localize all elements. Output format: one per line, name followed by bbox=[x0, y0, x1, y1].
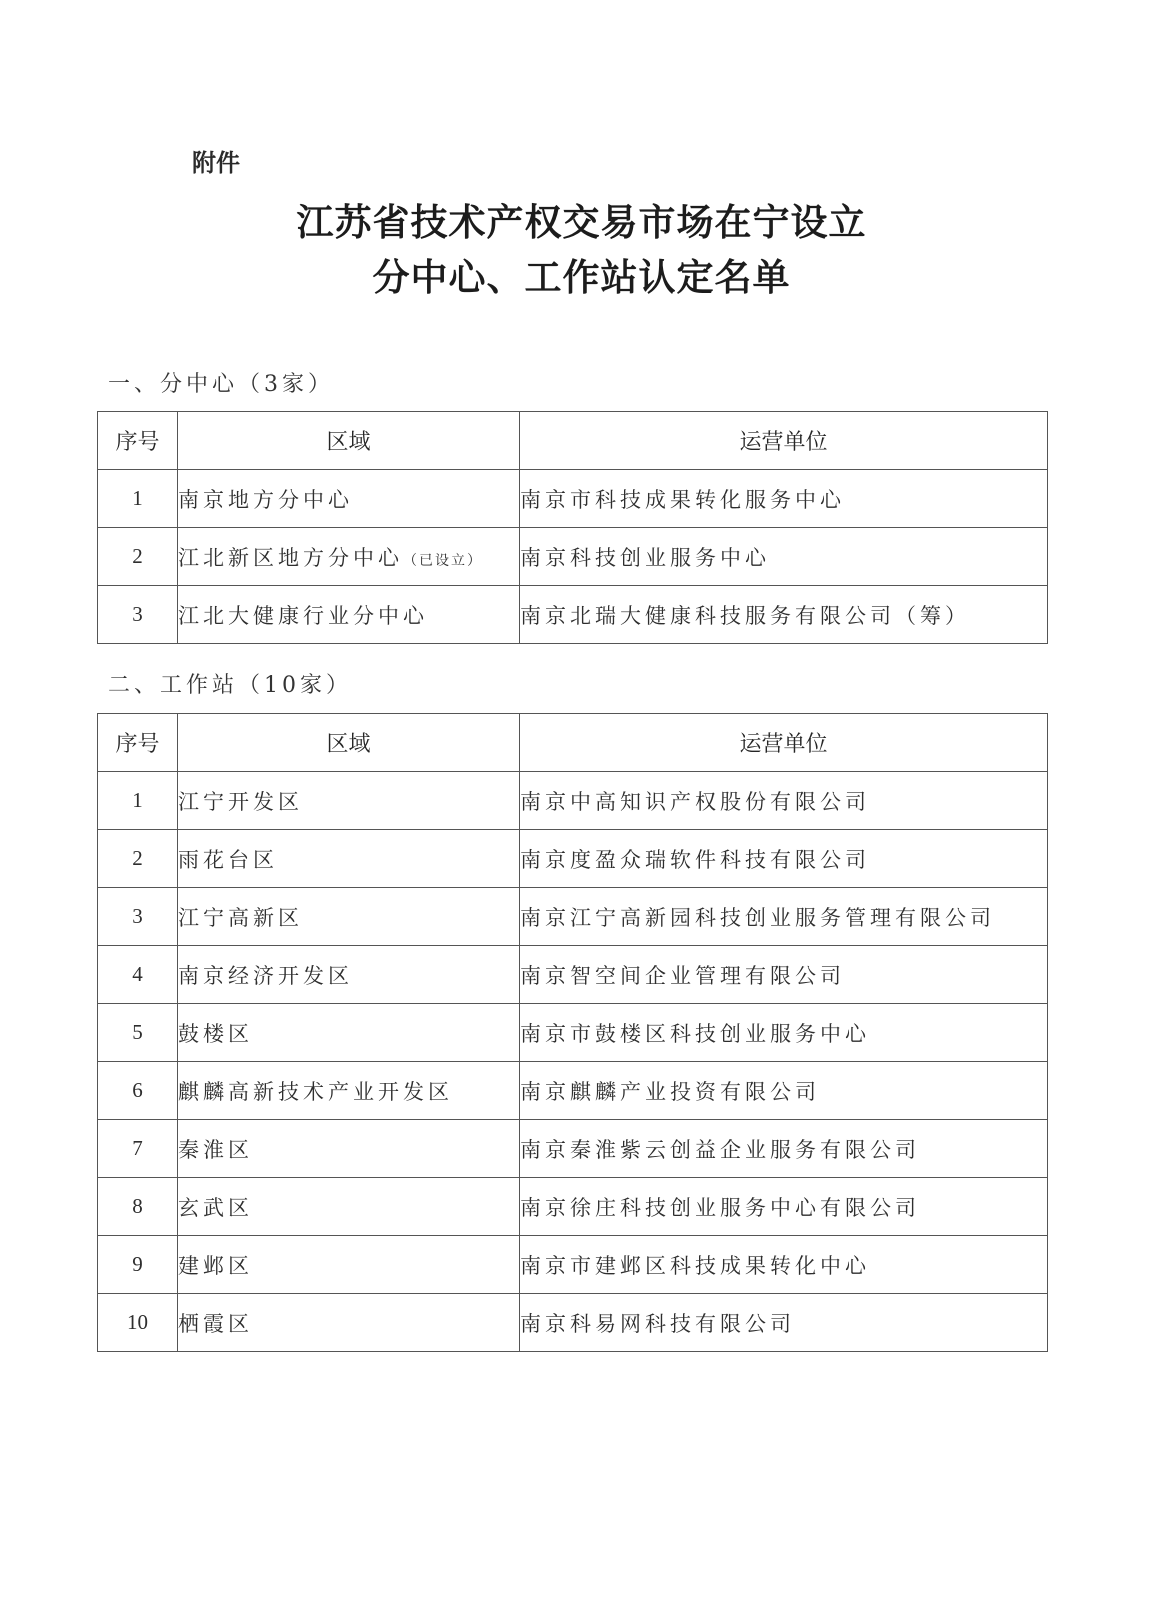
row-area: 秦淮区 bbox=[178, 1120, 520, 1178]
workstations-table bbox=[97, 713, 1048, 1352]
table-row bbox=[98, 528, 1048, 586]
table-row bbox=[98, 1062, 1048, 1120]
row-number: 2 bbox=[98, 528, 178, 586]
row-number: 3 bbox=[98, 888, 178, 946]
section-heading-sub-centers: 一、分中心（3家） bbox=[108, 372, 334, 397]
table-row bbox=[98, 946, 1048, 1004]
row-organization: 南京徐庄科技创业服务中心有限公司 bbox=[520, 1178, 1048, 1236]
row-organization: 南京秦淮紫云创益企业服务有限公司 bbox=[520, 1120, 1048, 1178]
row-area: 麒麟高新技术产业开发区 bbox=[178, 1062, 520, 1120]
row-area: 江宁开发区 bbox=[178, 772, 520, 830]
row-area-note: （已设立） bbox=[403, 552, 483, 569]
row-number: 1 bbox=[98, 470, 178, 528]
header-area: 区域 bbox=[178, 412, 520, 470]
row-organization: 南京科易网科技有限公司 bbox=[520, 1294, 1048, 1352]
table-row bbox=[98, 1294, 1048, 1352]
row-area: 玄武区 bbox=[178, 1178, 520, 1236]
row-number: 3 bbox=[98, 586, 178, 644]
row-area: 江宁高新区 bbox=[178, 888, 520, 946]
table-row bbox=[98, 470, 1048, 528]
header-area: 区域 bbox=[178, 714, 520, 772]
row-area: 江北新区地方分中心 bbox=[178, 545, 403, 570]
row-organization: 南京市鼓楼区科技创业服务中心 bbox=[520, 1004, 1048, 1062]
sub-centers-table bbox=[97, 411, 1048, 644]
header-number: 序号 bbox=[98, 714, 178, 772]
row-number: 6 bbox=[98, 1062, 178, 1120]
table-header-row bbox=[98, 412, 1048, 470]
document-title-line-2: 分中心、工作站认定名单 bbox=[372, 255, 791, 299]
table-row bbox=[98, 1178, 1048, 1236]
row-number: 1 bbox=[98, 772, 178, 830]
row-area: 栖霞区 bbox=[178, 1294, 520, 1352]
row-number: 9 bbox=[98, 1236, 178, 1294]
row-number: 5 bbox=[98, 1004, 178, 1062]
table-row bbox=[98, 1120, 1048, 1178]
row-number: 8 bbox=[98, 1178, 178, 1236]
row-area: 鼓楼区 bbox=[178, 1004, 520, 1062]
row-area: 江北大健康行业分中心 bbox=[178, 586, 520, 644]
row-organization: 南京市建邺区科技成果转化中心 bbox=[520, 1236, 1048, 1294]
row-organization: 南京智空间企业管理有限公司 bbox=[520, 946, 1048, 1004]
row-organization: 南京中高知识产权股份有限公司 bbox=[520, 772, 1048, 830]
row-number: 7 bbox=[98, 1120, 178, 1178]
row-organization: 南京度盈众瑞软件科技有限公司 bbox=[520, 830, 1048, 888]
table-header-row bbox=[98, 714, 1048, 772]
table-row bbox=[98, 830, 1048, 888]
row-organization: 南京北瑞大健康科技服务有限公司（筹） bbox=[520, 586, 1048, 644]
row-area: 南京地方分中心 bbox=[178, 470, 520, 528]
row-organization: 南京科技创业服务中心 bbox=[520, 528, 1048, 586]
section-heading-workstations: 二、工作站（10家） bbox=[108, 673, 352, 698]
row-organization: 南京麒麟产业投资有限公司 bbox=[520, 1062, 1048, 1120]
table-row bbox=[98, 586, 1048, 644]
row-number: 2 bbox=[98, 830, 178, 888]
table-row bbox=[98, 888, 1048, 946]
attachment-label: 附件 bbox=[192, 149, 240, 177]
table-row bbox=[98, 1236, 1048, 1294]
row-area: 南京经济开发区 bbox=[178, 946, 520, 1004]
header-organization: 运营单位 bbox=[520, 714, 1048, 772]
row-organization: 南京市科技成果转化服务中心 bbox=[520, 470, 1048, 528]
header-organization: 运营单位 bbox=[520, 412, 1048, 470]
row-organization: 南京江宁高新园科技创业服务管理有限公司 bbox=[520, 888, 1048, 946]
table-row bbox=[98, 772, 1048, 830]
header-number: 序号 bbox=[98, 412, 178, 470]
row-area: 建邺区 bbox=[178, 1236, 520, 1294]
row-area-cell bbox=[178, 528, 520, 586]
row-area: 雨花台区 bbox=[178, 830, 520, 888]
row-number: 4 bbox=[98, 946, 178, 1004]
document-title-line-1: 江苏省技术产权交易市场在宁设立 bbox=[296, 200, 867, 244]
table-row bbox=[98, 1004, 1048, 1062]
row-number: 10 bbox=[98, 1294, 178, 1352]
